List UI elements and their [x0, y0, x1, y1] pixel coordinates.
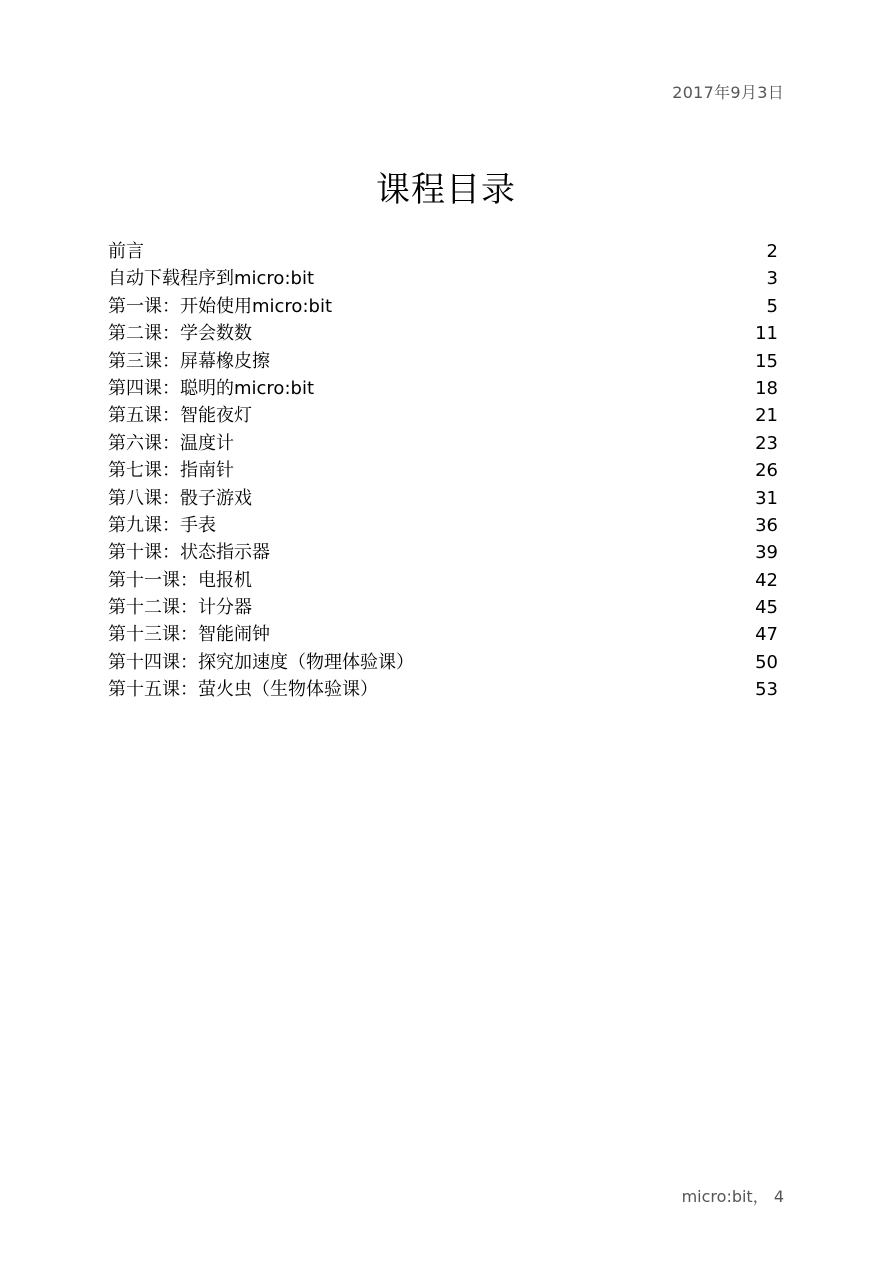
toc-entry[interactable]: [108, 539, 778, 566]
toc-entry[interactable]: [108, 621, 778, 648]
toc-entry[interactable]: [108, 430, 778, 457]
toc-entry-page: 5: [766, 295, 778, 317]
toc-entry[interactable]: [108, 485, 778, 512]
page-date: 2017年9月3日: [672, 83, 784, 102]
page-number: 4: [773, 1187, 784, 1206]
toc-entry[interactable]: [108, 594, 778, 621]
toc-entry-title: 第十四课：探究加速度（物理体验课）: [108, 651, 414, 673]
toc-entry-title: 第五课：智能夜灯: [108, 405, 252, 427]
toc-entry-page: 21: [755, 405, 778, 427]
page-footer: [682, 1184, 784, 1207]
toc-entry-page: 45: [755, 597, 778, 619]
toc-entry-title: 第四课：聪明的micro:bit: [108, 377, 314, 399]
toc-entry-title: 第十课：状态指示器: [108, 542, 270, 564]
toc-entry-page: 31: [755, 487, 778, 509]
toc-entry[interactable]: [108, 265, 778, 292]
toc-entry-title: 第八课：骰子游戏: [108, 487, 252, 509]
table-of-contents: [108, 238, 778, 704]
toc-entry-title: 第七课：指南针: [108, 460, 234, 482]
toc-entry[interactable]: [108, 512, 778, 539]
toc-entry[interactable]: [108, 402, 778, 429]
toc-entry-page: 53: [755, 679, 778, 701]
toc-entry-page: 3: [766, 268, 778, 290]
toc-entry-page: 2: [766, 241, 778, 262]
toc-entry-title: 第三课：屏幕橡皮擦: [108, 350, 270, 372]
toc-entry-page: 26: [755, 460, 778, 482]
toc-entry-title: 第十二课：计分器: [108, 597, 252, 619]
toc-entry-title: 第二课：学会数数: [108, 323, 252, 345]
running-title: micro:bit，: [681, 1187, 769, 1206]
toc-entry[interactable]: [108, 320, 778, 347]
toc-entry[interactable]: [108, 293, 778, 320]
toc-entry[interactable]: [108, 649, 778, 676]
toc-entry[interactable]: [108, 567, 778, 594]
toc-entry-page: 47: [755, 624, 778, 646]
toc-entry[interactable]: [108, 676, 778, 703]
toc-entry[interactable]: [108, 457, 778, 484]
toc-entry[interactable]: [108, 238, 778, 265]
toc-entry-page: 39: [755, 542, 778, 564]
toc-entry-title: 第九课：手表: [108, 514, 216, 536]
toc-entry-title: 第十五课：萤火虫（生物体验课）: [108, 679, 378, 701]
toc-entry-page: 50: [755, 651, 778, 673]
toc-entry-title: 前言: [108, 241, 144, 262]
toc-entry-title: 第一课：开始使用micro:bit: [108, 295, 332, 317]
toc-entry-title: 第六课：温度计: [108, 432, 234, 454]
toc-entry-title: 第十三课：智能闹钟: [108, 624, 270, 646]
toc-entry-title: 第十一课：电报机: [108, 569, 252, 591]
toc-entry-page: 42: [755, 569, 778, 591]
toc-entry[interactable]: [108, 375, 778, 402]
toc-entry-page: 36: [755, 514, 778, 536]
toc-entry[interactable]: [108, 348, 778, 375]
toc-entry-page: 11: [755, 323, 778, 345]
toc-entry-page: 15: [755, 350, 778, 372]
toc-entry-page: 23: [755, 432, 778, 454]
toc-entry-page: 18: [755, 377, 778, 399]
toc-entry-title: 自动下载程序到micro:bit: [108, 268, 314, 290]
page-title: 课程目录: [376, 170, 516, 210]
